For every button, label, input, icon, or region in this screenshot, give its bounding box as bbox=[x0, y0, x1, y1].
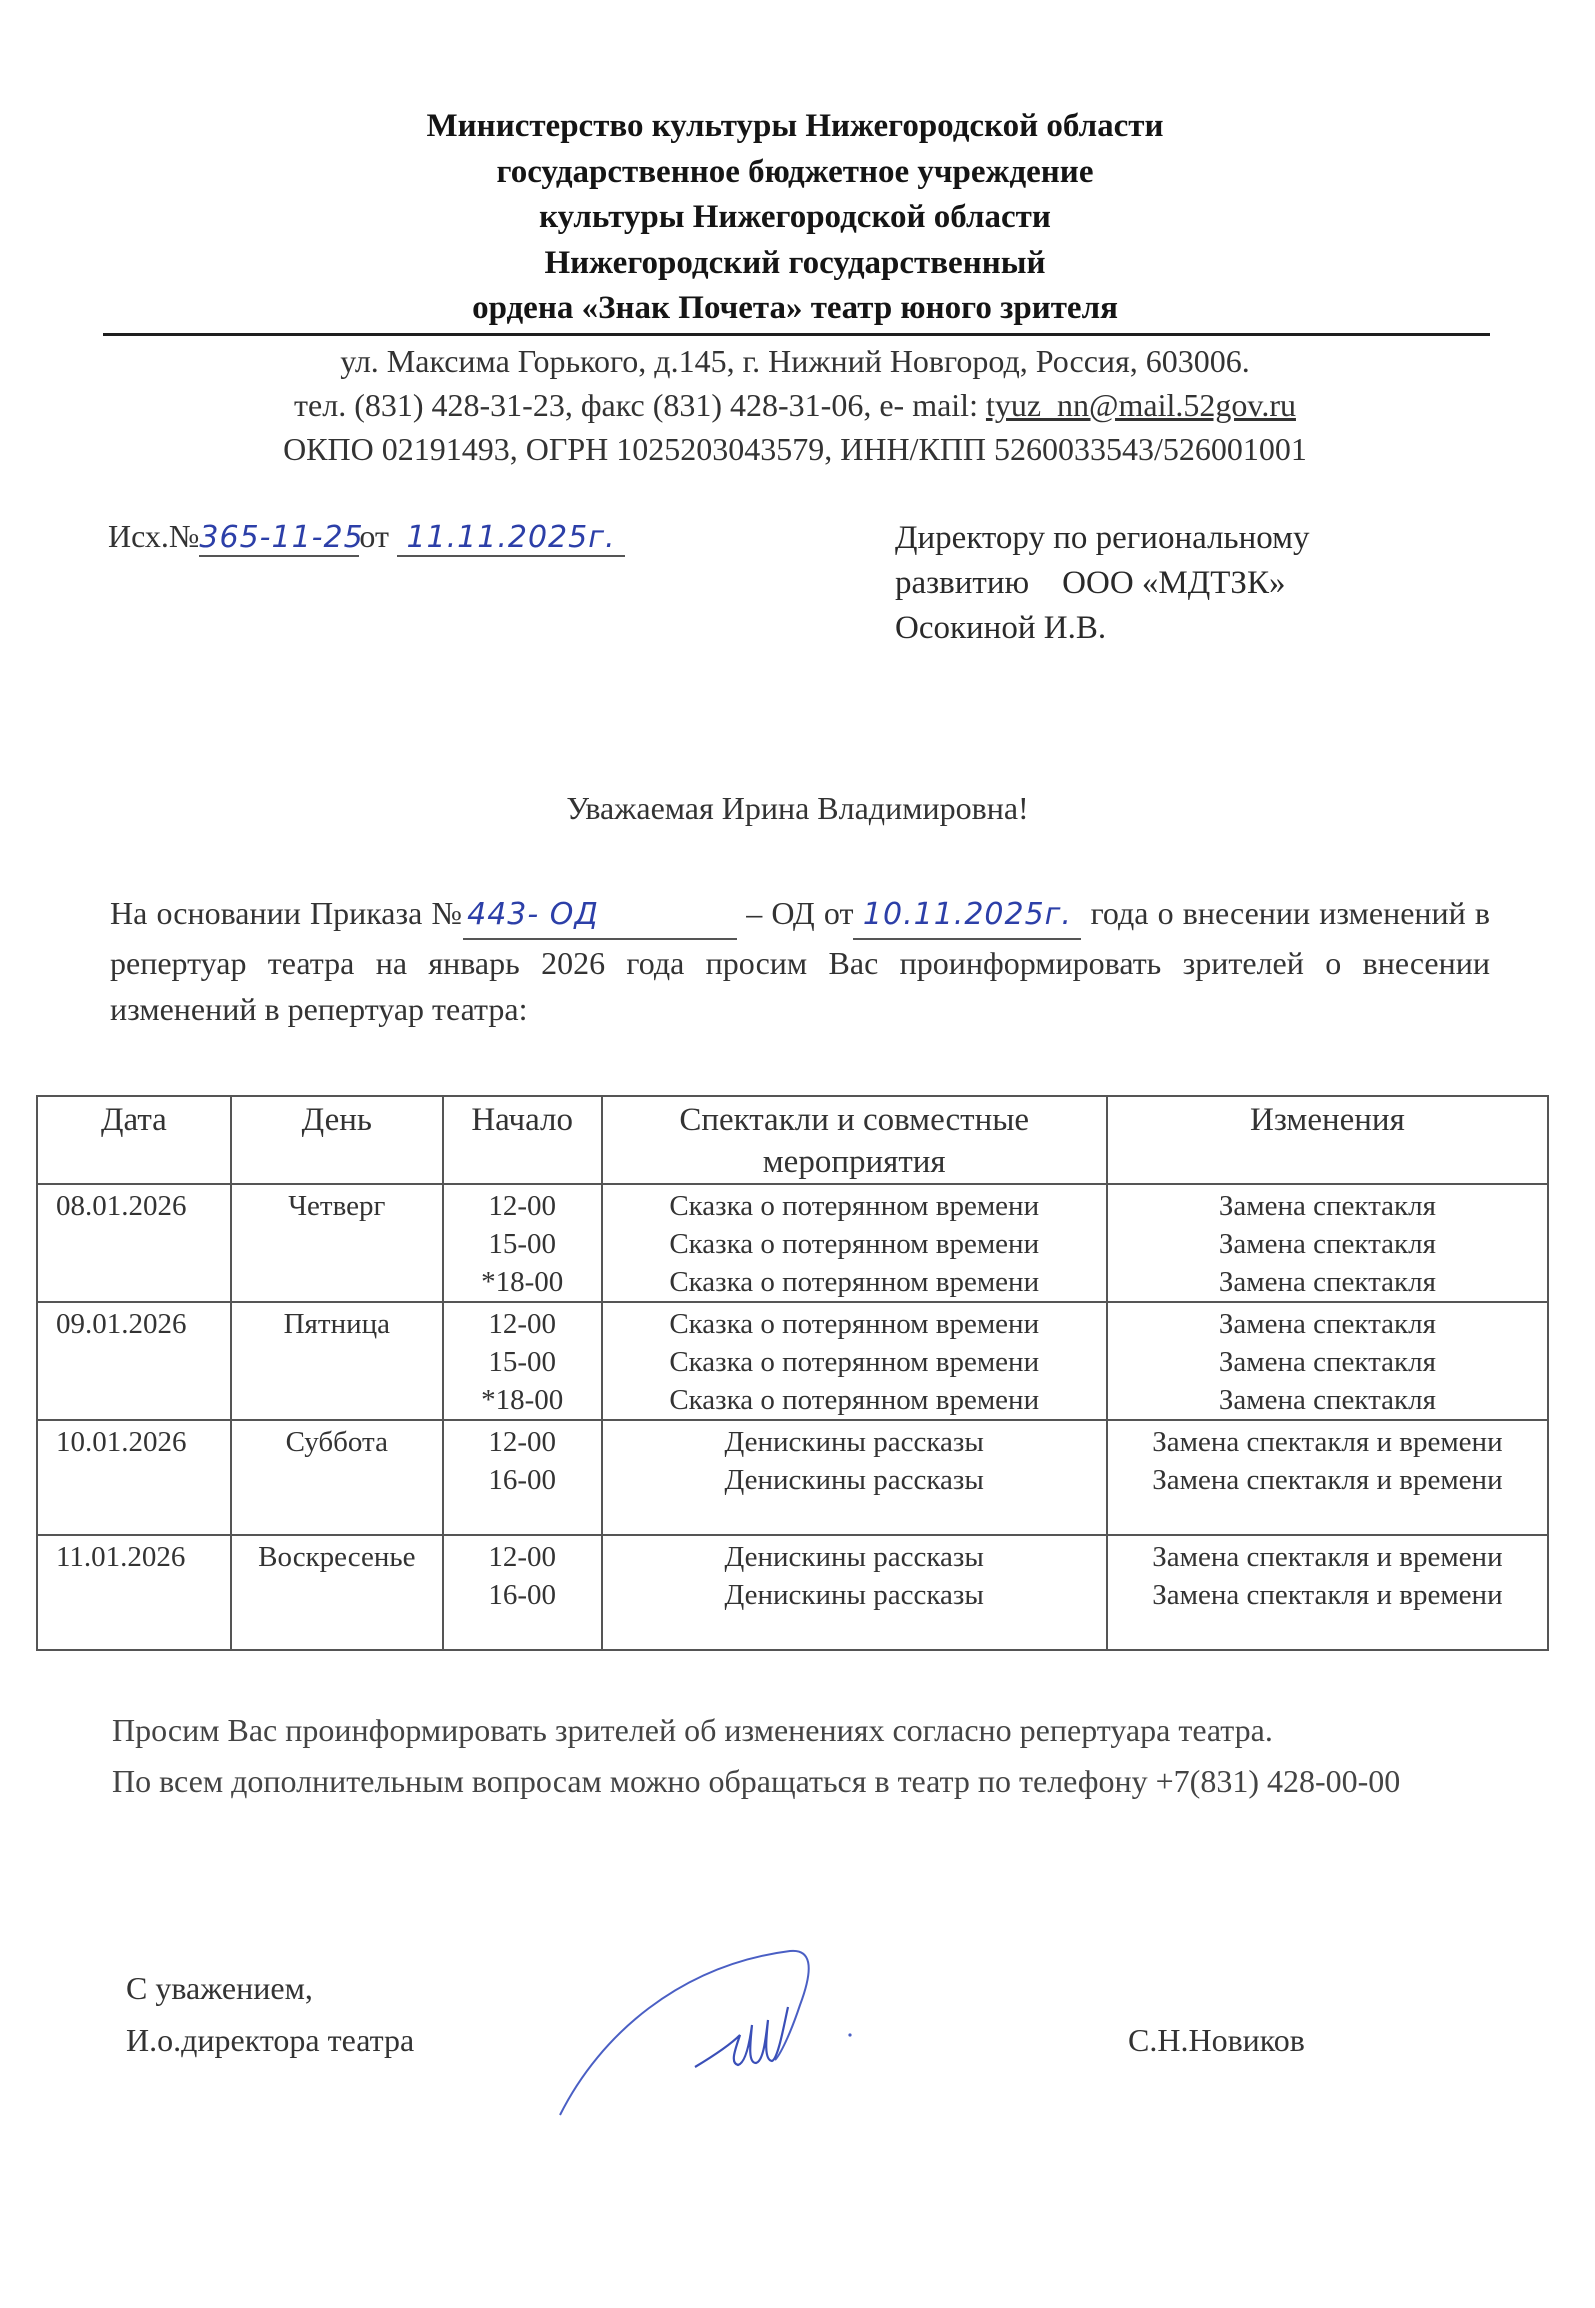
cell-changes bbox=[1107, 1302, 1548, 1420]
cell-shows-value: Сказка о потерянном времени bbox=[669, 1346, 1040, 1378]
ref-date-prefix: от bbox=[359, 518, 389, 554]
repertoire-changes-table bbox=[36, 1095, 1549, 1651]
cell-day bbox=[231, 1302, 443, 1420]
intro-paragraph bbox=[110, 890, 1490, 1032]
cell-shows-value: Сказка о потерянном времени bbox=[669, 1228, 1040, 1260]
addressee-line: Директору по региональному bbox=[895, 520, 1310, 556]
cell-start-times bbox=[443, 1420, 602, 1535]
phone-line bbox=[100, 383, 1490, 427]
cell-shows-value: Сказка о потерянном времени bbox=[669, 1266, 1040, 1298]
email-link[interactable]: tyuz_nn@mail.52gov.ru bbox=[985, 387, 1296, 423]
cell-start-times-value: 12-00 bbox=[488, 1426, 556, 1458]
cell-date bbox=[37, 1420, 231, 1535]
order-number: 443- ОД bbox=[463, 892, 737, 940]
closing-paragraph-2: По всем дополнительным вопросам можно обращаться в театр по телефону +7(831) 428-00-00 bbox=[112, 1763, 1401, 1799]
closing-paragraph-1: Просим Вас проинформировать зрителей об изменениях согласно репертуара театра. bbox=[112, 1712, 1273, 1748]
cell-date-value: 11.01.2026 bbox=[56, 1541, 186, 1573]
letterhead-divider bbox=[103, 333, 1490, 336]
signer-position: И.о.директора театра bbox=[126, 2022, 415, 2058]
letterhead-line: ордена «Знак Почета» театр юного зрителя bbox=[472, 290, 1118, 326]
cell-changes-value: Замена спектакля bbox=[1218, 1384, 1436, 1416]
cell-start-times bbox=[443, 1302, 602, 1420]
ref-date: 11.11.2025г. bbox=[397, 520, 625, 557]
cell-start-times-value: *18-00 bbox=[481, 1384, 564, 1416]
cell-start-times-value: *18-00 bbox=[481, 1266, 564, 1298]
header-day: День bbox=[231, 1096, 443, 1184]
cell-shows-value: Денискины рассказы bbox=[724, 1541, 984, 1573]
cell-changes bbox=[1107, 1184, 1548, 1302]
addressee-block bbox=[895, 516, 1310, 651]
header-changes: Изменения bbox=[1107, 1096, 1548, 1184]
table-row bbox=[37, 1184, 1548, 1302]
table-row bbox=[37, 1535, 1548, 1650]
cell-start-times-value: 12-00 bbox=[488, 1541, 556, 1573]
cell-day-value: Пятница bbox=[283, 1308, 390, 1340]
cell-changes-value: Замена спектакля и времени bbox=[1152, 1541, 1503, 1573]
ref-prefix: Исх.№ bbox=[108, 518, 200, 554]
address-line: ул. Максима Горького, д.145, г. Нижний Новгород, Россия, 603006. bbox=[340, 343, 1250, 379]
cell-start-times bbox=[443, 1535, 602, 1650]
cell-date-value: 09.01.2026 bbox=[56, 1308, 187, 1340]
registry-line: ОКПО 02191493, ОГРН 1025203043579, ИНН/КПП 5260033543/526001001 bbox=[283, 431, 1307, 467]
table-row bbox=[37, 1302, 1548, 1420]
addressee-line: развитию ООО «МДТЗК» bbox=[895, 565, 1286, 601]
cell-shows bbox=[602, 1420, 1107, 1535]
cell-shows-value: Сказка о потерянном времени bbox=[669, 1190, 1040, 1222]
intro-part3: года о внесении изменений в репертуар театра на январь 2026 года просим Вас проинформировать зрителей о внесении изменений в репертуар театра: bbox=[110, 895, 1491, 1027]
table-header-row bbox=[37, 1096, 1548, 1184]
signature-block bbox=[126, 1962, 414, 2066]
cell-changes-value: Замена спектакля bbox=[1218, 1228, 1436, 1260]
intro-part2: – ОД от bbox=[737, 895, 854, 931]
addressee-line: Осокиной И.В. bbox=[895, 610, 1107, 646]
cell-changes-value: Замена спектакля и времени bbox=[1152, 1464, 1503, 1496]
cell-shows bbox=[602, 1184, 1107, 1302]
salutation: Уважаемая Ирина Владимировна! bbox=[566, 790, 1029, 826]
cell-day-value: Суббота bbox=[285, 1426, 388, 1458]
cell-shows bbox=[602, 1302, 1107, 1420]
letterhead-line: государственное бюджетное учреждение bbox=[496, 153, 1094, 190]
cell-start-times-value: 16-00 bbox=[488, 1464, 556, 1496]
closing-block bbox=[112, 1705, 1492, 1807]
cell-day-value: Воскресенье bbox=[258, 1541, 416, 1573]
cell-date bbox=[37, 1535, 231, 1650]
ref-number: 365-11-25 bbox=[199, 520, 364, 555]
cell-shows-value: Сказка о потерянном времени bbox=[669, 1384, 1040, 1416]
cell-start-times-value: 12-00 bbox=[488, 1190, 556, 1222]
header-start: Начало bbox=[443, 1096, 602, 1184]
cell-start-times-value: 15-00 bbox=[488, 1228, 556, 1260]
cell-shows-value: Сказка о потерянном времени bbox=[669, 1308, 1040, 1340]
cell-changes-value: Замена спектакля bbox=[1218, 1266, 1436, 1298]
header-shows: Спектакли и совместные мероприятия bbox=[602, 1096, 1107, 1184]
cell-shows-value: Денискины рассказы bbox=[724, 1426, 984, 1458]
cell-changes bbox=[1107, 1420, 1548, 1535]
letterhead-line: культуры Нижегородской области bbox=[539, 199, 1051, 235]
cell-start-times-value: 15-00 bbox=[488, 1346, 556, 1378]
cell-date-value: 10.01.2026 bbox=[56, 1426, 187, 1458]
cell-shows bbox=[602, 1535, 1107, 1650]
outgoing-reference bbox=[108, 518, 625, 557]
order-date: 10.11.2025г. bbox=[853, 892, 1081, 940]
cell-day bbox=[231, 1535, 443, 1650]
cell-day bbox=[231, 1184, 443, 1302]
phone-fax: тел. (831) 428-31-23, факс (831) 428-31-06, e- mail: bbox=[294, 387, 986, 423]
table-body bbox=[37, 1184, 1548, 1650]
handwritten-signature-icon bbox=[540, 1945, 880, 2125]
signer-name: С.Н.Новиков bbox=[1128, 2022, 1305, 2058]
header-date: Дата bbox=[37, 1096, 231, 1184]
cell-changes-value: Замена спектакля bbox=[1218, 1346, 1436, 1378]
cell-start-times-value: 16-00 bbox=[488, 1579, 556, 1611]
cell-changes bbox=[1107, 1535, 1548, 1650]
cell-day bbox=[231, 1420, 443, 1535]
letterhead-title bbox=[100, 104, 1490, 332]
table-row bbox=[37, 1420, 1548, 1535]
cell-changes-value: Замена спектакля и времени bbox=[1152, 1426, 1503, 1458]
letterhead-line: Нижегородский государственный bbox=[544, 244, 1046, 281]
intro-part1: На основании Приказа № bbox=[110, 895, 464, 931]
cell-changes-value: Замена спектакля bbox=[1218, 1190, 1436, 1222]
cell-day-value: Четверг bbox=[288, 1190, 386, 1222]
cell-changes-value: Замена спектакля bbox=[1218, 1308, 1436, 1340]
cell-changes-value: Замена спектакля и времени bbox=[1152, 1579, 1503, 1611]
cell-date-value: 08.01.2026 bbox=[56, 1190, 187, 1222]
regards-text: С уважением, bbox=[126, 1970, 313, 2006]
cell-date bbox=[37, 1302, 231, 1420]
cell-shows-value: Денискины рассказы bbox=[724, 1579, 984, 1611]
letterhead-contacts bbox=[100, 339, 1490, 471]
cell-start-times-value: 12-00 bbox=[488, 1308, 556, 1340]
cell-shows-value: Денискины рассказы bbox=[724, 1464, 984, 1496]
cell-start-times bbox=[443, 1184, 602, 1302]
letterhead-line: Министерство культуры Нижегородской области bbox=[426, 108, 1164, 144]
cell-date bbox=[37, 1184, 231, 1302]
